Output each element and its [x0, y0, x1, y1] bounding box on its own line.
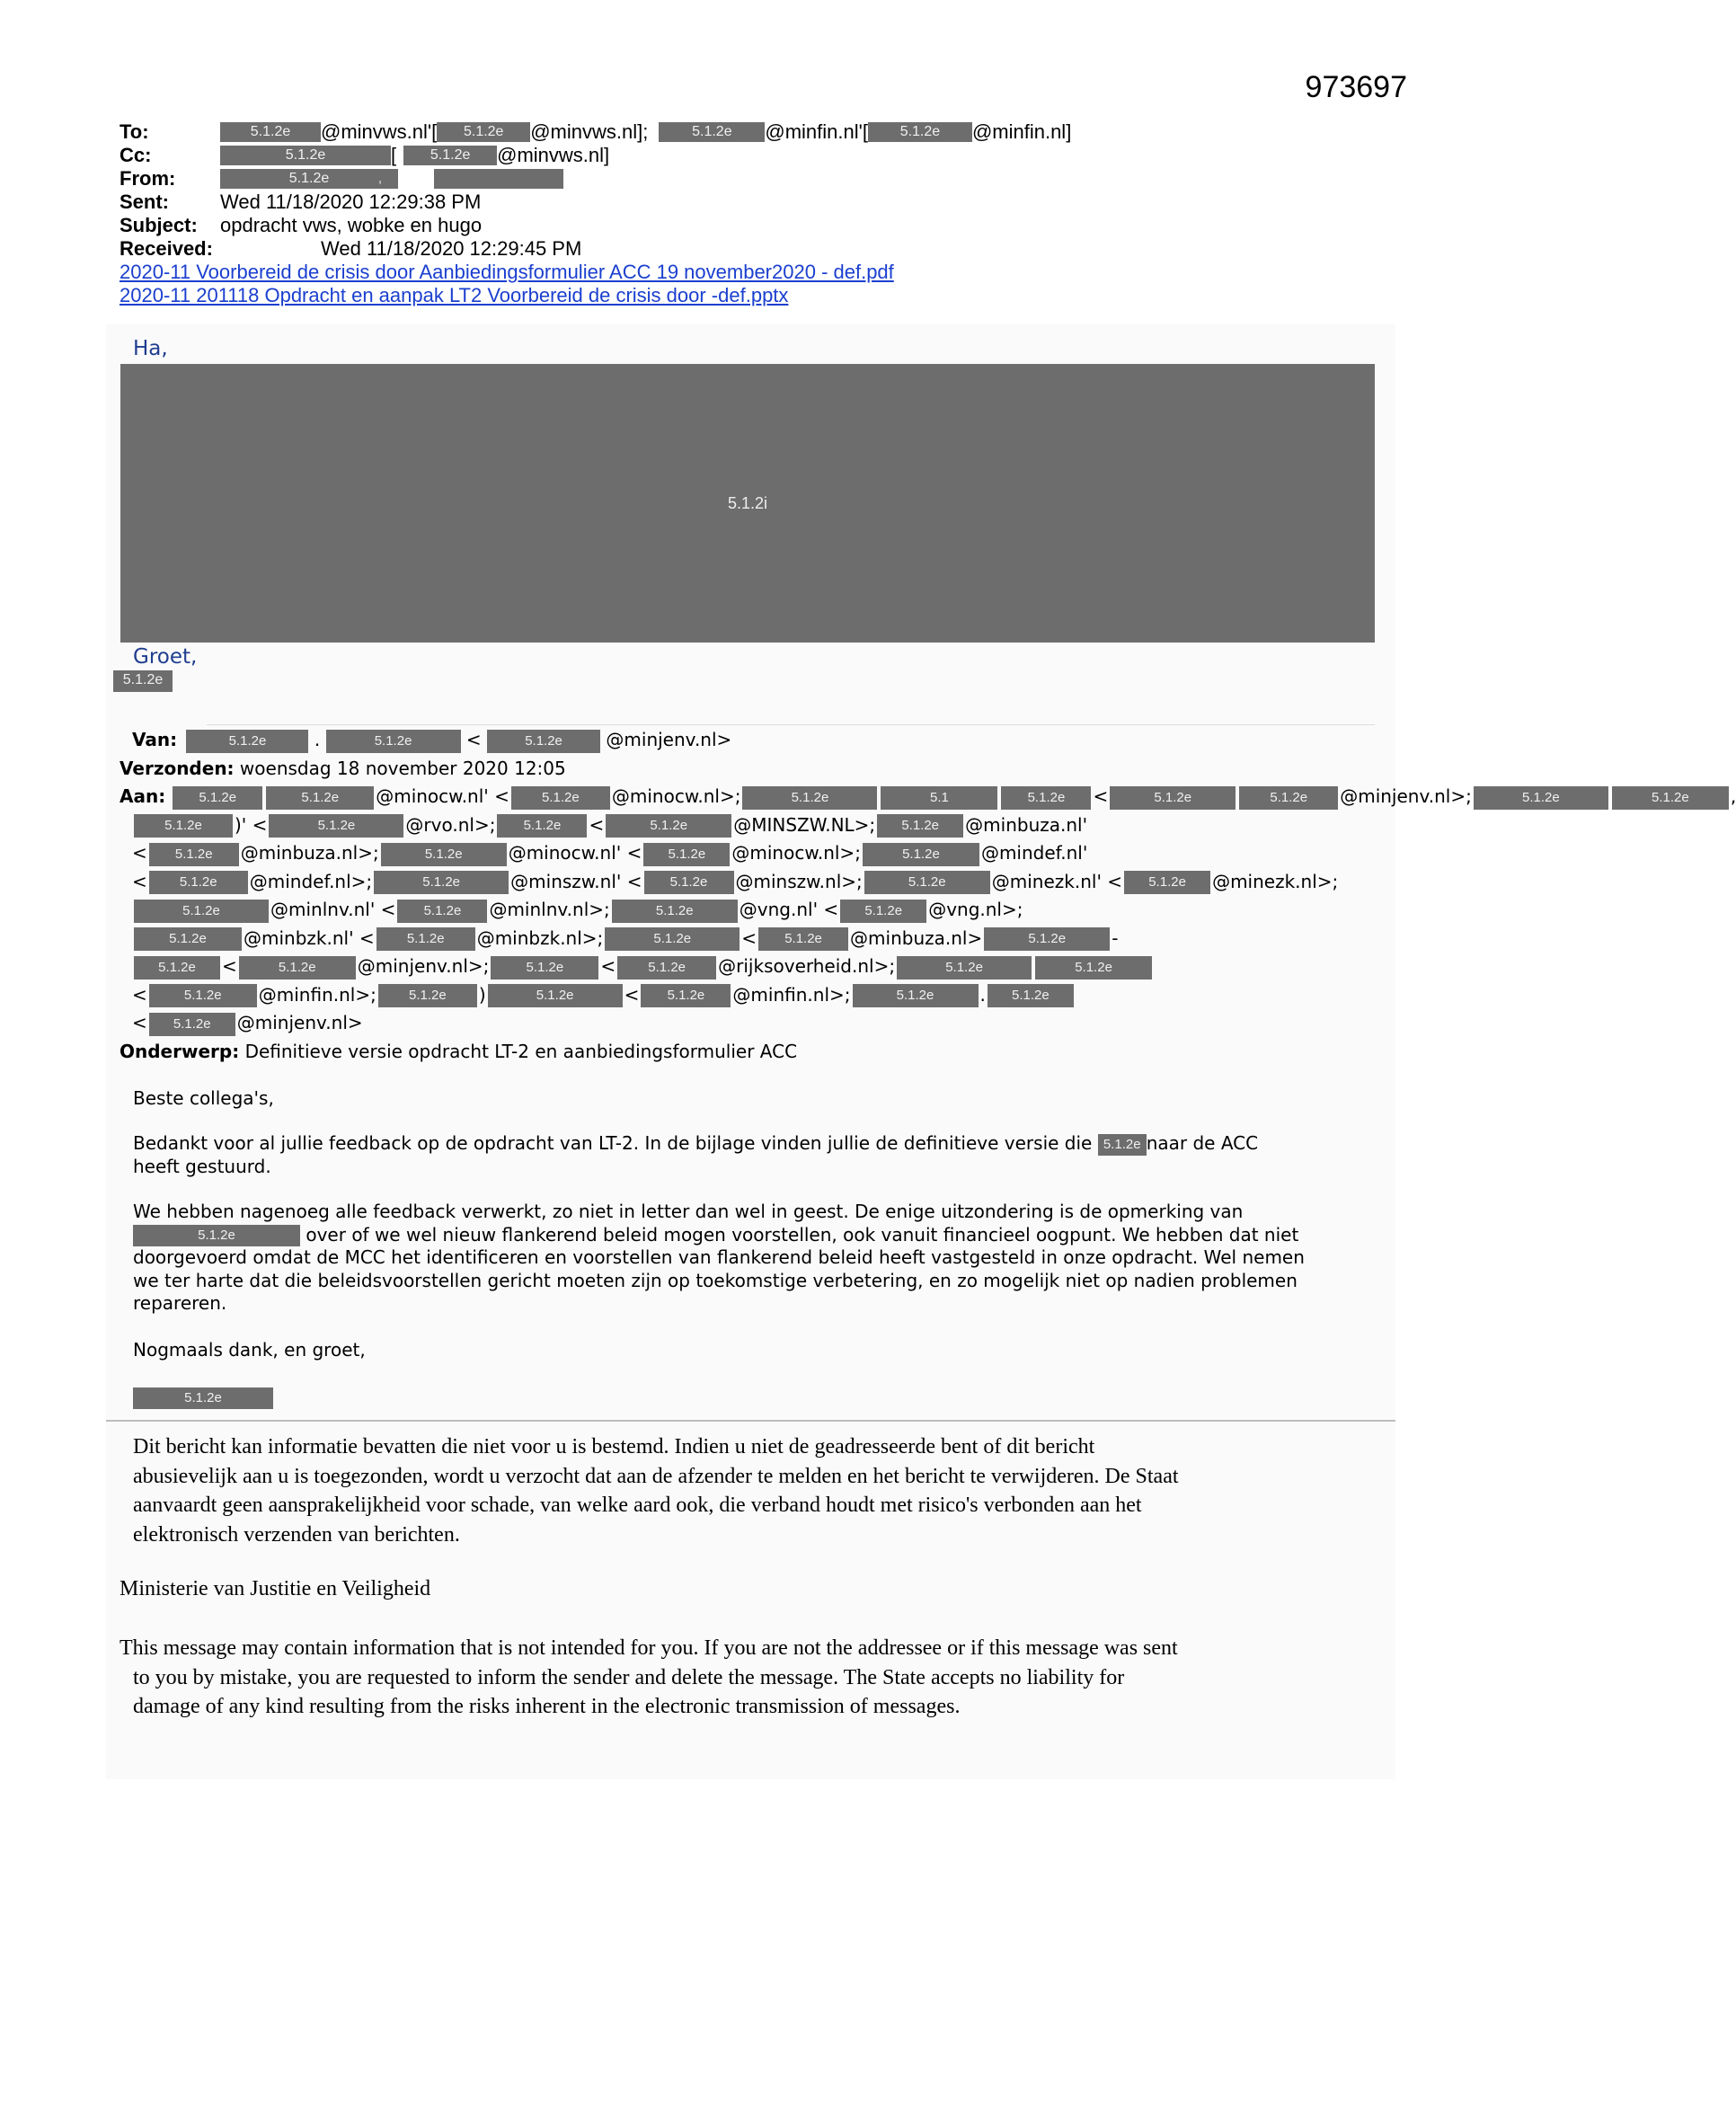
- van-part: <: [465, 729, 482, 750]
- redaction: 5.1.2e: [605, 927, 740, 951]
- document-number: 973697: [1305, 70, 1407, 104]
- recipient-address-part: @minszw.nl>;: [735, 870, 863, 892]
- paragraph-2-line: over of we wel nieuw flankerend beleid mogen voorstellen, ook vanuit financieel oogpunt. We hebben dat niet: [306, 1223, 1299, 1246]
- attachment-link-pptx[interactable]: 2020-11 201118 Opdracht en aanpak LT2 Voorbereid de crisis door -def.pptx: [120, 284, 789, 306]
- recipient-address-part: @minbuza.nl': [965, 813, 1088, 836]
- redaction: 5.1.2e: [1124, 871, 1210, 894]
- redaction: 5.1.2e: [988, 984, 1074, 1007]
- verzonden-label: Verzonden:: [120, 757, 235, 779]
- redaction: 5.1.2e: [269, 814, 403, 838]
- recipient-address-part: @minlnv.nl' <: [270, 899, 396, 920]
- van-part: @minjenv.nl>: [606, 729, 732, 750]
- from-separator: ,: [377, 171, 383, 186]
- verzonden-value: woensdag 18 november 2020 12:05: [239, 757, 566, 779]
- divider: [207, 724, 1375, 725]
- cc-address-part: [: [391, 144, 397, 166]
- recipient-address-part: ,: [1730, 785, 1736, 807]
- aan-label: Aan:: [120, 785, 166, 807]
- recipient-address-part: @minszw.nl' <: [510, 870, 642, 892]
- redaction: 5.1.2e: [266, 786, 374, 810]
- recipient-address-part: @minjenv.nl>;: [357, 955, 490, 977]
- redaction: 5.1.2e: [758, 927, 848, 951]
- aan-row: [120, 896, 1377, 925]
- redaction: 5.1.2e: [1035, 956, 1152, 980]
- recipient-address-part: )' <: [235, 813, 268, 836]
- redaction: 5.1.2e: [511, 786, 610, 810]
- paragraph-2-line: We hebben nagenoeg alle feedback verwerkt, zo niet in letter dan wel in geest. De enige uitzondering is de opmerking van: [133, 1201, 1244, 1222]
- redaction: 5.1.2e: [326, 730, 461, 753]
- redaction: 5.1.2e: [617, 956, 716, 980]
- redaction: 5.1.2e: [1474, 786, 1608, 810]
- redaction: 5.1.2e: [220, 169, 398, 189]
- to-address-part: @minvws.nl];: [530, 120, 649, 143]
- redaction: 5.1.2e: [659, 122, 765, 142]
- redaction: 5.1.2e: [868, 122, 972, 142]
- recipient-address-part: @minjenv.nl>: [236, 1012, 363, 1033]
- aan-row: [120, 981, 1377, 1010]
- aan-row: [120, 1009, 1377, 1038]
- sent-row: [120, 191, 1377, 214]
- redaction: 5.1.2e: [1110, 786, 1236, 810]
- redaction: 5.1.2e: [149, 984, 257, 1007]
- aan-row: [120, 953, 1377, 981]
- redaction: 5.1.2e: [1001, 786, 1091, 810]
- redaction: 5.1.2e: [239, 956, 356, 980]
- redaction: 5.1.2e: [487, 730, 600, 753]
- ministry-name: Ministerie van Justitie en Veiligheid: [120, 1577, 431, 1600]
- paragraph-1-text: naar de ACC: [1146, 1132, 1259, 1154]
- disclaimer-line: abusievelijk aan u is toegezonden, wordt u verzocht dat aan de afzender te melden en het bericht te verwijderen. De Staat: [133, 1464, 1179, 1488]
- recipient-address-part: <: [600, 955, 616, 977]
- onderwerp-value: Definitieve versie opdracht LT-2 en aanbiedingsformulier ACC: [244, 1040, 798, 1062]
- reply-closing: Groet,: [133, 645, 198, 669]
- redaction: 5.1.2e: [853, 984, 979, 1007]
- paragraph-2-line: repareren.: [133, 1292, 227, 1314]
- to-address-part: @minfin.nl]: [971, 120, 1072, 143]
- received-label: Received:: [120, 237, 213, 260]
- reply-greeting: Ha,: [133, 337, 168, 360]
- disclaimer-line: aanvaardt geen aansprakelijkheid voor schade, van welke aard ook, die verband houdt met risico's verbonden aan het: [133, 1494, 1142, 1517]
- redaction: 5.1.2e: [133, 1225, 300, 1246]
- cc-row: [120, 144, 1377, 167]
- onderwerp-row: [120, 1038, 1377, 1067]
- aan-row: [120, 811, 1377, 840]
- paragraph-2-line: we ter harte dat die beleidsvoorstellen gericht moeten zijn op toekomstige verbetering, en zo mogelijk niet op nadien problemen: [133, 1269, 1298, 1291]
- recipient-address-part: <: [132, 983, 147, 1006]
- received-row: [120, 237, 1377, 261]
- redaction: 5.1.2e: [641, 984, 731, 1007]
- disclaimer-line: to you by mistake, you are requested to inform the sender and delete the message. The State accepts no liability for: [133, 1665, 1125, 1689]
- redaction: 5.1.2e: [488, 984, 623, 1007]
- redaction: 5.1.2e: [374, 871, 509, 894]
- redaction: 5.1.2e: [134, 900, 269, 923]
- redaction: 5.1.2e: [186, 730, 308, 753]
- recipient-address-part: <: [132, 870, 147, 892]
- redaction: 5.1.2e: [877, 814, 963, 838]
- recipient-address-part: @minjenv.nl>;: [1340, 785, 1472, 807]
- redaction: 5.1.2e: [612, 900, 738, 923]
- redaction: 5.1.2e: [378, 984, 477, 1007]
- redaction: 5.1.2e: [397, 900, 487, 923]
- recipient-address-part: @minfin.nl>;: [732, 983, 851, 1006]
- disclaimer-nl: [133, 1432, 1179, 1549]
- recipient-address-part: @minocw.nl' <: [376, 785, 509, 807]
- forwarded-header: [120, 726, 1736, 1066]
- aan-row: [120, 925, 1377, 953]
- recipient-address-part: <: [222, 955, 237, 977]
- to-address-part: @minvws.nl'[: [321, 120, 438, 143]
- aan-row: [120, 839, 1377, 868]
- redaction: 5.1.2e: [437, 122, 530, 142]
- recipient-address-part: @minocw.nl' <: [508, 842, 642, 864]
- redaction: 5.1.2e: [134, 814, 233, 838]
- disclaimer-en: [120, 1634, 1395, 1722]
- redaction: 5.1.2e: [491, 956, 598, 980]
- redaction: 5.1.2e: [606, 814, 731, 838]
- cc-label: Cc:: [120, 144, 152, 166]
- recipient-address-part: <: [132, 842, 147, 864]
- recipient-address-part: ): [478, 983, 486, 1006]
- recipient-address-part: -: [1112, 926, 1119, 949]
- aan-row: [120, 783, 1736, 811]
- redaction: 5.1.2e: [149, 843, 239, 866]
- recipient-address-part: .: [979, 983, 986, 1006]
- redaction: 5.1.2e: [1239, 786, 1338, 810]
- redaction: 5.1.2e: [173, 786, 262, 810]
- redaction: 5.1.2e: [381, 843, 507, 866]
- recipient-address-part: @minfin.nl>;: [258, 983, 376, 1006]
- redaction: 5.1.2e: [984, 927, 1110, 951]
- redaction: 5.1.2e: [742, 786, 877, 810]
- to-label: To:: [120, 120, 149, 143]
- redaction: 5.1.2e: [149, 871, 248, 894]
- paragraph-1-text: Bedankt voor al jullie feedback op de opdracht van LT-2. In de bijlage vinden jullie de definitieve versie die: [133, 1132, 1093, 1154]
- redaction: 5.1.2e: [897, 956, 1032, 980]
- sent-label: Sent:: [120, 191, 169, 213]
- redaction: 5.1.2e: [149, 1013, 235, 1036]
- recipient-address-part: @vng.nl>;: [928, 899, 1023, 920]
- redaction: 5.1.2e: [497, 814, 587, 838]
- disclaimer-rule: [106, 1420, 1395, 1422]
- verzonden-row: [120, 755, 1377, 784]
- redaction: 5.1.2e: [134, 927, 242, 951]
- recipient-address-part: @mindef.nl': [980, 842, 1088, 864]
- redaction: 5.1.2e: [1098, 1134, 1147, 1156]
- disclaimer-line: elektronisch verzenden van berichten.: [133, 1522, 460, 1547]
- redaction: 5.1.2e: [133, 1387, 273, 1409]
- onderwerp-label: Onderwerp:: [120, 1040, 240, 1062]
- to-address-part: @minfin.nl'[: [765, 120, 868, 143]
- van-part: .: [314, 729, 321, 750]
- recipient-address-part: @rvo.nl>;: [405, 813, 496, 836]
- email-header: [120, 120, 1377, 307]
- recipient-address-part: <: [132, 1012, 147, 1033]
- from-row: [120, 167, 1377, 191]
- recipient-address-part: @minlnv.nl>;: [489, 899, 610, 920]
- aan-block: [120, 783, 1736, 1038]
- redaction: 5.1.2e: [863, 843, 979, 866]
- recipient-address-part: @minezk.nl>;: [1212, 870, 1339, 892]
- from-label: From:: [120, 167, 176, 190]
- recipient-address-part: @minbzk.nl>;: [476, 926, 604, 949]
- recipient-address-part: @minezk.nl' <: [991, 870, 1123, 892]
- subject-value: opdracht vws, wobke en hugo: [220, 214, 483, 236]
- salutation: Beste collega's,: [133, 1087, 274, 1109]
- cc-address-part: @minvws.nl]: [497, 144, 610, 166]
- signature: [133, 1386, 1373, 1409]
- redaction: 5.1.2e: [864, 871, 990, 894]
- paragraph-1: [133, 1132, 1373, 1178]
- recipient-address-part: <: [589, 813, 605, 836]
- disclaimer-line: This message may contain information that is not intended for you. If you are not the addressee or if this message was sent: [120, 1636, 1178, 1660]
- redaction: 5.1: [881, 786, 997, 810]
- attachment-link-pdf[interactable]: 2020-11 Voorbereid de crisis door Aanbiedingsformulier ACC 19 november2020 - def.pdf: [120, 261, 894, 283]
- paragraph-2-line: doorgevoerd omdat de MCC het identificeren en voorstellen van flankerend beleid heeft vastgesteld in onze opdracht. Wel nemen: [133, 1246, 1305, 1268]
- recipient-address-part: @minocw.nl>;: [611, 785, 741, 807]
- redaction: 5.1.2e: [403, 146, 497, 165]
- recipient-address-part: @minocw.nl>;: [731, 842, 861, 864]
- recipient-address-part: @mindef.nl>;: [249, 870, 373, 892]
- redaction: 5.1.2e: [644, 871, 734, 894]
- recipient-address-part: @rijksoverheid.nl>;: [718, 955, 896, 977]
- disclaimer-line: Dit bericht kan informatie bevatten die niet voor u is bestemd. Indien u niet de geadresseerde bent of dit bericht: [133, 1435, 1095, 1458]
- recipient-address-part: <: [1093, 785, 1109, 807]
- subject-row: [120, 214, 1377, 237]
- redacted-block: 5.1.2i: [120, 364, 1375, 643]
- sent-value: Wed 11/18/2020 12:29:38 PM: [220, 191, 482, 213]
- redaction: 5.1.2e: [134, 956, 220, 980]
- van-row: [120, 726, 1377, 755]
- van-label: Van:: [132, 729, 178, 750]
- recipient-address-part: @minbzk.nl' <: [244, 926, 375, 949]
- disclaimer-line: damage of any kind resulting from the risks inherent in the electronic transmission of messages.: [133, 1695, 961, 1718]
- recipient-address-part: @minbuza.nl>: [850, 926, 983, 949]
- recipient-address-part: @minbuza.nl>;: [240, 842, 379, 864]
- redaction: [434, 169, 563, 189]
- aan-row: [120, 868, 1377, 897]
- paragraph-1-text: heeft gestuurd.: [133, 1155, 271, 1177]
- signature-redaction: 5.1.2e: [113, 670, 173, 692]
- redaction: 5.1.2e: [220, 146, 391, 165]
- paragraph-2: [133, 1201, 1373, 1316]
- recipient-address-part: @MINSZW.NL>;: [733, 813, 876, 836]
- redaction: 5.1.2e: [1612, 786, 1729, 810]
- to-row: [120, 120, 1377, 144]
- redaction: 5.1.2e: [376, 927, 475, 951]
- thanks-line: Nogmaals dank, en groet,: [133, 1339, 366, 1361]
- redaction: 5.1.2e: [643, 843, 730, 866]
- redaction: 5.1.2e: [840, 900, 926, 923]
- recipient-address-part: <: [624, 983, 640, 1006]
- subject-label: Subject:: [120, 214, 198, 236]
- redaction: 5.1.2e: [220, 122, 321, 142]
- received-value: Wed 11/18/2020 12:29:45 PM: [321, 237, 582, 260]
- recipient-address-part: @vng.nl' <: [739, 899, 839, 920]
- recipient-address-part: <: [741, 926, 757, 949]
